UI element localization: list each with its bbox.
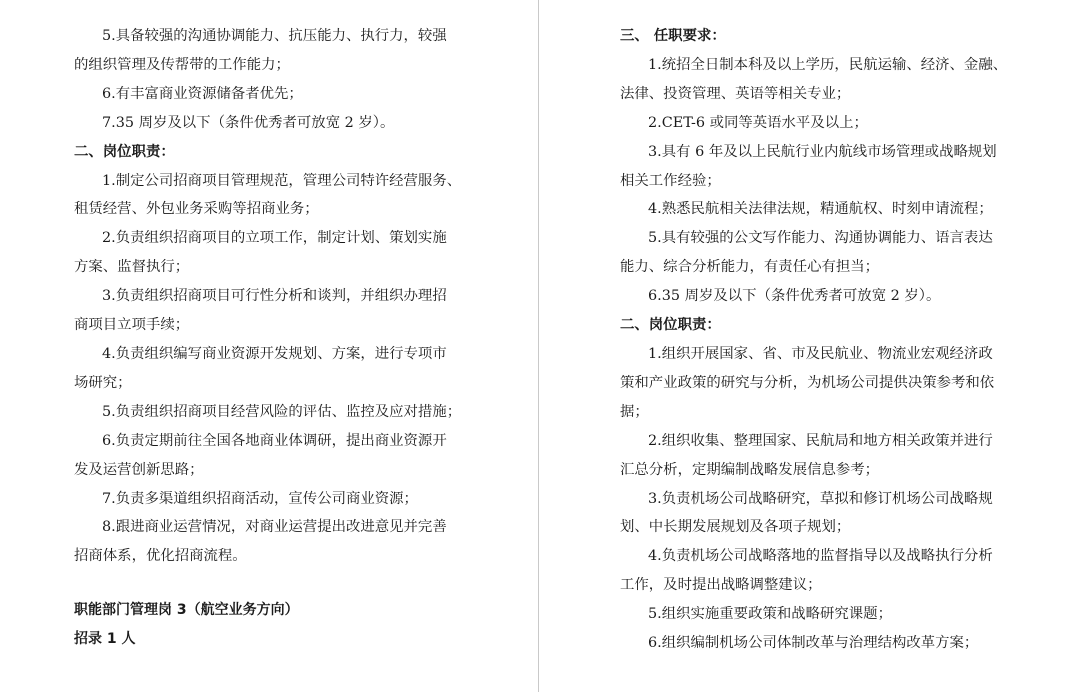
text-line: 策和产业政策的研究与分析，为机场公司提供决策参考和依	[620, 374, 995, 391]
text-line: 5.具备较强的沟通协调能力、抗压能力、执行力，较强	[102, 28, 447, 44]
text-line: 相关工作经验；	[620, 172, 721, 189]
text-line: 3.具有 6 年及以上民航行业内航线市场管理或战略规划	[648, 143, 997, 160]
right-page	[620, 22, 1012, 658]
text-line: 6.有丰富商业资源储备者优先；	[102, 85, 303, 102]
text-line: 6.35 周岁及以下（条件优秀者可放宽 2 岁）。	[648, 288, 941, 305]
text-line: 发及运营创新思路；	[74, 461, 204, 478]
text-line: 法律、投资管理、英语等相关专业；	[620, 85, 851, 102]
text-line: 4.熟悉民航相关法律法规，精通航权、时刻申请流程；	[648, 201, 993, 218]
section-heading: 二、岗位职责：	[620, 316, 721, 334]
job-title-line: 职能部门管理岗 3（航空业务方向）	[74, 602, 299, 619]
section-heading: 二、岗位职责：	[74, 142, 175, 160]
text-line: 6.负责定期前往全国各地商业体调研，提出商业资源开	[102, 432, 447, 449]
text-line: 5.具有较强的公文写作能力、沟通协调能力、语言表达	[648, 230, 993, 247]
page-divider	[538, 0, 539, 692]
text-line: 招商体系，优化招商流程。	[74, 548, 247, 565]
text-line: 商项目立项手续；	[74, 317, 190, 334]
left-page	[74, 22, 466, 654]
section-heading: 三、 任职要求：	[620, 27, 726, 44]
text-line: 划、中长期发展规划及各项子规划；	[620, 519, 851, 536]
text-line: 7.负责多渠道组织招商活动，宣传公司商业资源；	[102, 490, 418, 507]
text-line: 能力、综合分析能力，有责任心有担当；	[620, 259, 880, 276]
text-line: 4.负责组织编写商业资源开发规划、方案，进行专项市	[102, 345, 447, 362]
text-line: 6.组织编制机场公司体制改革与治理结构改革方案；	[648, 635, 979, 652]
text-line: 2.负责组织招商项目的立项工作，制定计划、策划实施	[102, 230, 447, 247]
text-line: 租赁经营、外包业务采购等招商业务；	[74, 201, 319, 218]
text-line: 1.制定公司招商项目管理规范，管理公司特许经营服务、	[102, 172, 462, 189]
job-title-line: 招录 1 人	[74, 631, 136, 648]
text-line: 5.组织实施重要政策和战略研究课题；	[648, 606, 892, 623]
text-line: 8.跟进商业运营情况，对商业运营提出改进意见并完善	[102, 519, 447, 536]
text-line: 5.负责组织招商项目经营风险的评估、监控及应对措施；	[102, 403, 462, 420]
text-line: 7.35 周岁及以下（条件优秀者可放宽 2 岁）。	[102, 114, 395, 131]
text-line: 2.CET-6 或同等英语水平及以上；	[648, 114, 868, 131]
text-line: 3.负责机场公司战略研究，草拟和修订机场公司战略规	[648, 490, 993, 507]
text-line: 4.负责机场公司战略落地的监督指导以及战略执行分析	[648, 548, 993, 565]
text-line: 2.组织收集、整理国家、民航局和地方相关政策并进行	[648, 432, 993, 449]
text-line: 工作，及时提出战略调整建议；	[620, 577, 822, 594]
text-line: 1.统招全日制本科及以上学历，民航运输、经济、金融、	[648, 56, 1008, 73]
text-line: 1.组织开展国家、省、市及民航业、物流业宏观经济政	[648, 345, 993, 362]
text-line: 的组织管理及传帮带的工作能力；	[74, 56, 290, 73]
text-line: 3.负责组织招商项目可行性分析和谈判，并组织办理招	[102, 288, 447, 305]
text-line: 据；	[620, 403, 649, 420]
text-line: 场研究；	[74, 374, 132, 391]
text-line: 方案、监督执行；	[74, 259, 190, 276]
text-line: 汇总分析，定期编制战略发展信息参考；	[620, 461, 880, 478]
